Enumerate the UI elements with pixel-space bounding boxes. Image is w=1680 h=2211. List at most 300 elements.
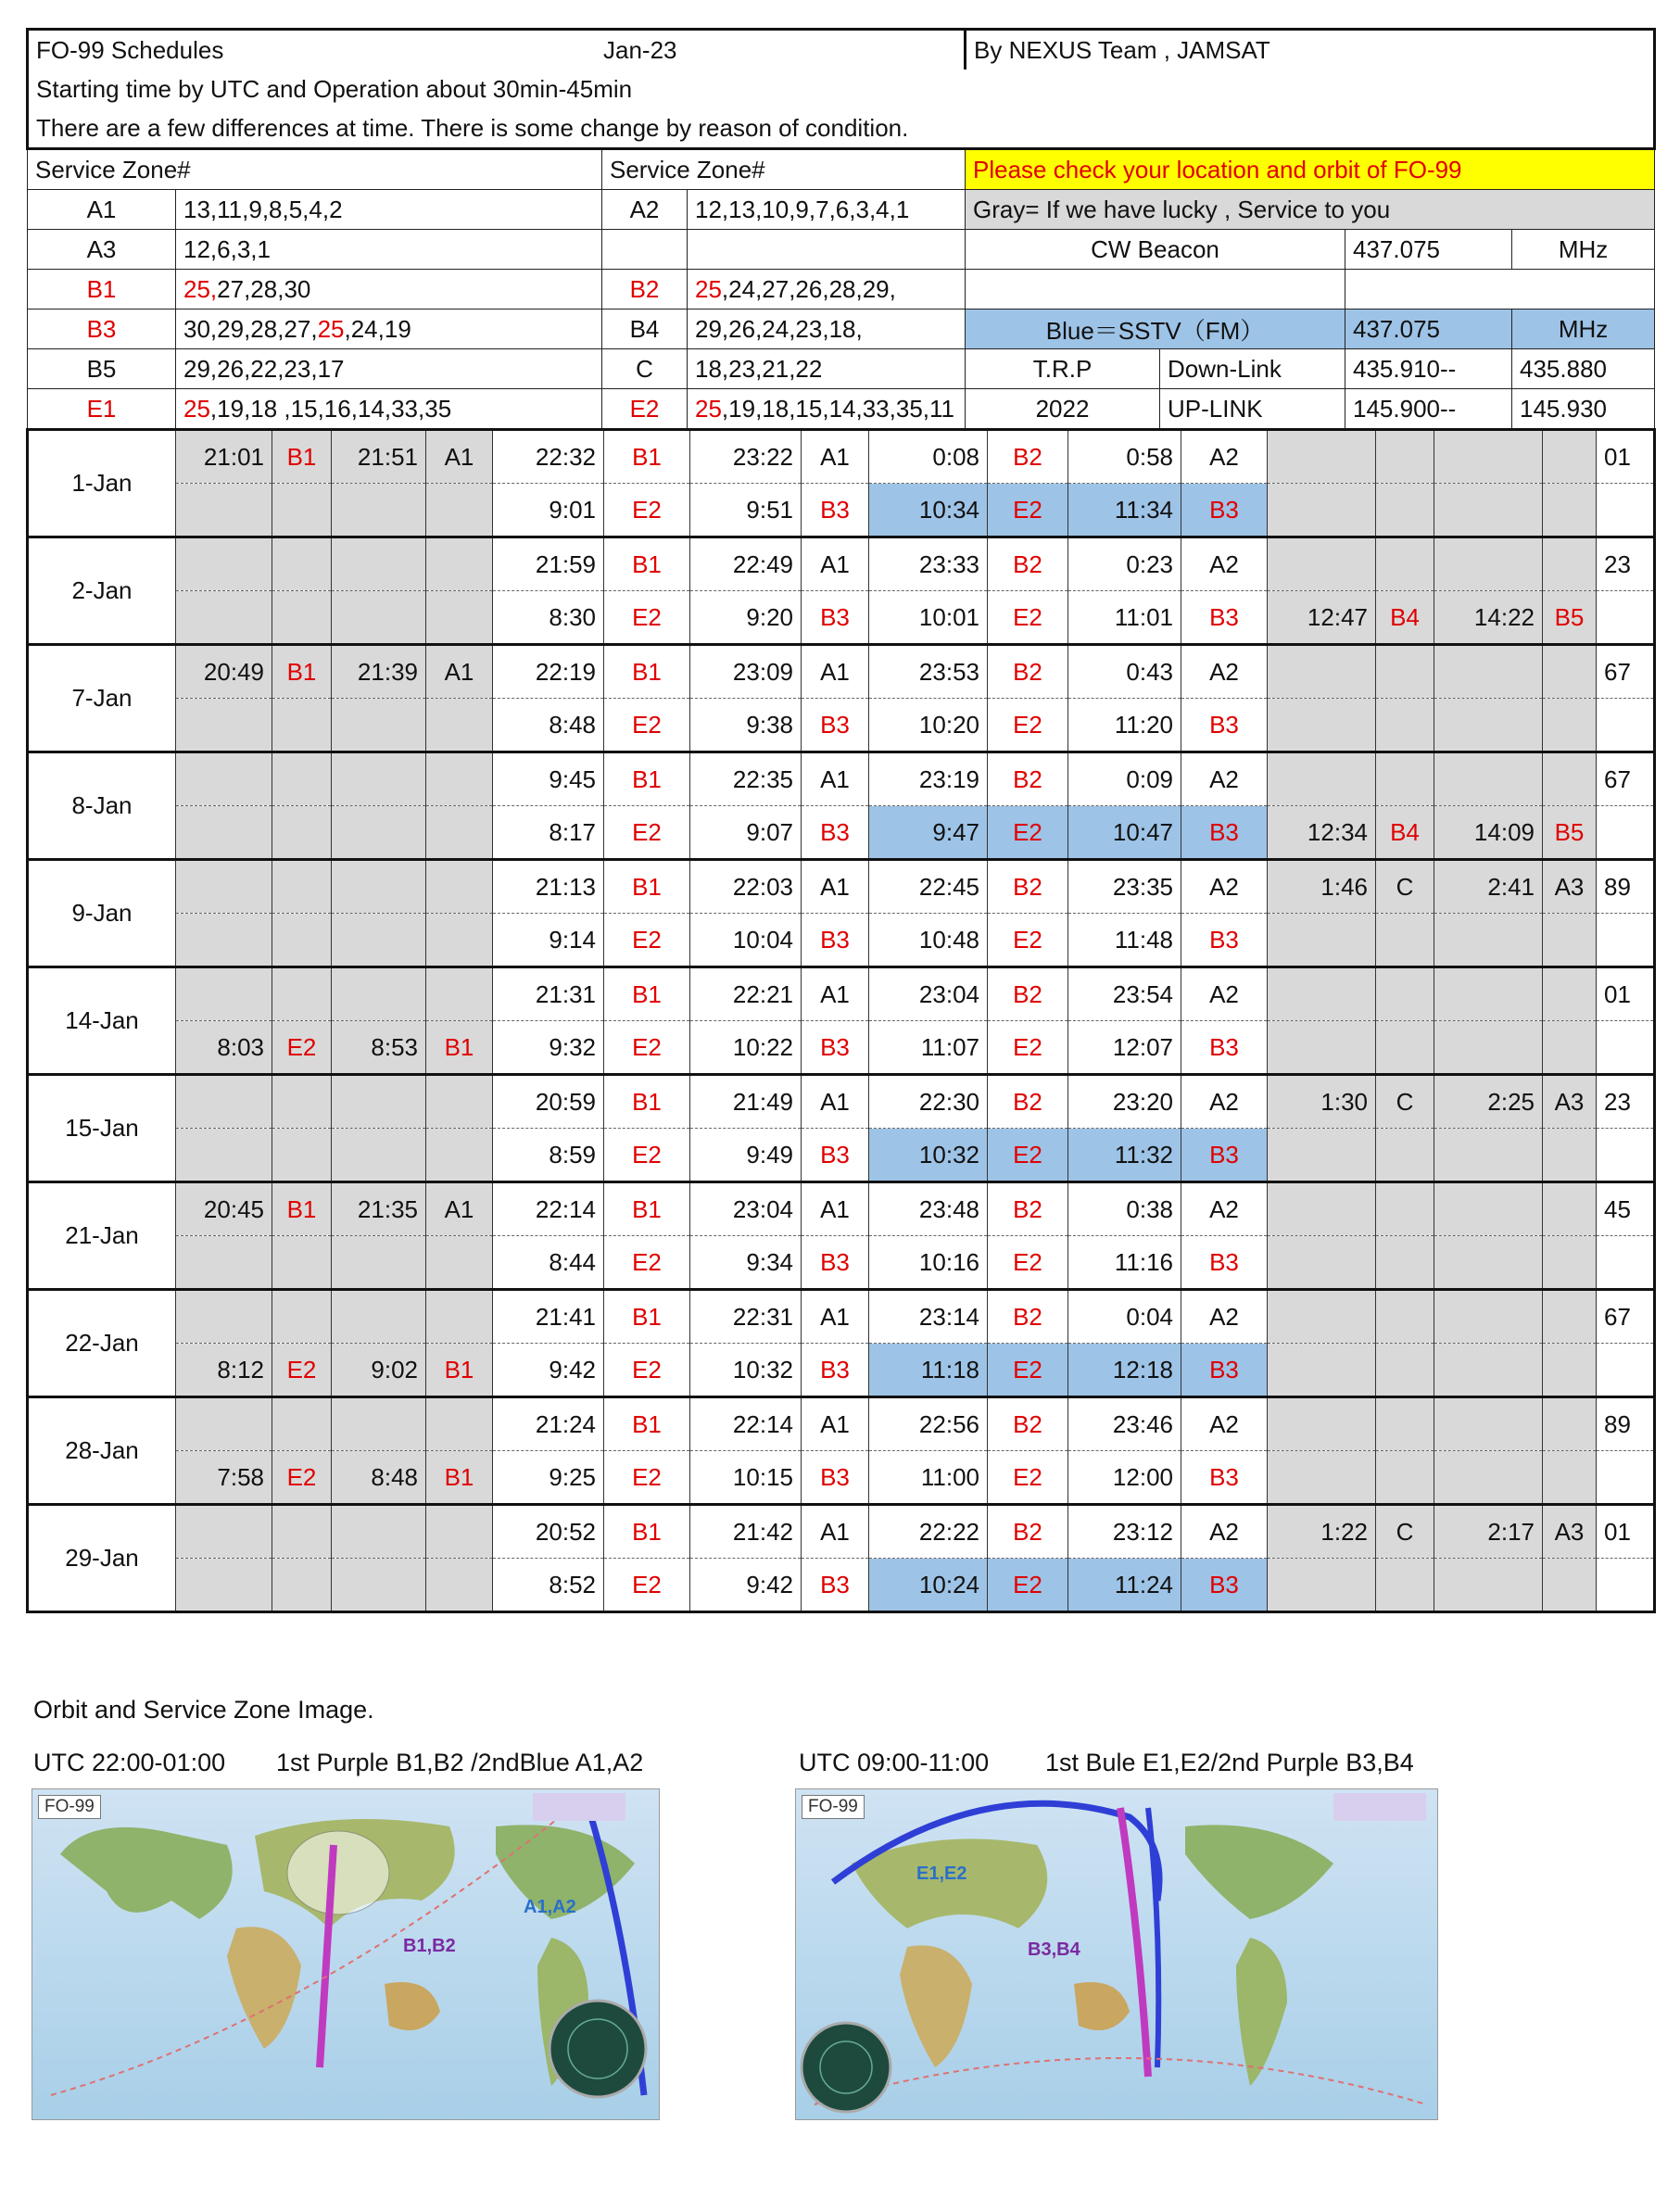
schedule-code — [1597, 1236, 1655, 1290]
schedule-zone: B3 — [802, 1344, 869, 1397]
schedule-time — [176, 1559, 272, 1612]
schedule-time — [1376, 1129, 1434, 1182]
schedule-time — [1434, 1559, 1543, 1612]
schedule-zone: A2 — [1181, 1075, 1268, 1129]
schedule-time: 8:48 — [332, 1451, 426, 1505]
schedule-time — [426, 1397, 493, 1451]
cw-beacon-label: CW Beacon — [966, 230, 1345, 270]
schedule-row — [28, 484, 1655, 537]
schedule-date: 29-Jan — [28, 1505, 176, 1612]
schedule-zone: E2 — [604, 1344, 690, 1397]
schedule-time — [272, 537, 332, 591]
schedule-date: 2-Jan — [28, 537, 176, 645]
schedule-time: 21:35 — [332, 1182, 426, 1236]
schedule-zone: A1 — [802, 1505, 869, 1559]
schedule-time: 21:13 — [493, 860, 604, 914]
schedule-time: 22:35 — [690, 752, 802, 806]
gray-note: Gray= If we have lucky , Service to you — [966, 190, 1655, 230]
schedule-time — [1268, 1129, 1376, 1182]
schedule-zone: B1 — [604, 1182, 690, 1236]
schedule-time: 10:48 — [869, 914, 988, 967]
schedule-date: 28-Jan — [28, 1397, 176, 1505]
schedule-time: 23:20 — [1068, 1075, 1181, 1129]
schedule-time: 9:34 — [690, 1236, 802, 1290]
schedule-row — [28, 860, 1655, 914]
schedule-time — [1434, 1344, 1543, 1397]
orbit-map-left — [32, 1788, 660, 2120]
schedule-time — [176, 591, 272, 645]
schedule-time: 9:14 — [493, 914, 604, 967]
schedule-zone: B3 — [802, 1559, 869, 1612]
schedule-time: 9:20 — [690, 591, 802, 645]
schedule-time: 20:49 — [176, 645, 272, 699]
schedule-zone: E2 — [988, 699, 1068, 752]
schedule-zone: B1 — [604, 860, 690, 914]
zone-list: 25,19,18 ,15,16,14,33,35 — [176, 389, 602, 429]
schedule-time — [1268, 537, 1376, 591]
schedule-time — [1376, 1451, 1434, 1505]
location-notice: Please check your location and orbit of FO-99 — [966, 149, 1655, 190]
schedule-zone: B1 — [604, 1075, 690, 1129]
schedule-time: 23:53 — [869, 645, 988, 699]
sstv-freq: 437.075 — [1345, 310, 1512, 349]
schedule-time — [332, 1236, 426, 1290]
schedule-time — [332, 699, 426, 752]
schedule-time — [1376, 430, 1434, 484]
schedule-time: 0:23 — [1068, 537, 1181, 591]
schedule-time — [1268, 1182, 1376, 1236]
mhz-unit: MHz — [1512, 230, 1655, 270]
schedule-row — [28, 1559, 1655, 1612]
schedule-time — [272, 1397, 332, 1451]
schedule-time: 22:21 — [690, 967, 802, 1021]
schedule-time — [1434, 967, 1543, 1021]
schedule-time: 23:54 — [1068, 967, 1181, 1021]
schedule-row — [28, 645, 1655, 699]
schedule-code: 67 — [1597, 645, 1655, 699]
schedule-zone: E2 — [604, 1129, 690, 1182]
schedule-zone: B3 — [1181, 1559, 1268, 1612]
orbit-map-right — [795, 1788, 1438, 2120]
schedule-zone: B5 — [1543, 806, 1597, 860]
schedule-zone: A1 — [802, 860, 869, 914]
zone-list: 25,27,28,30 — [176, 270, 602, 310]
schedule-time — [272, 967, 332, 1021]
schedule-zone: E2 — [604, 484, 690, 537]
schedule-time — [1376, 1344, 1434, 1397]
schedule-zone: B1 — [604, 1290, 690, 1344]
schedule-zone: B3 — [1181, 591, 1268, 645]
schedule-zone: A2 — [1181, 752, 1268, 806]
schedule-zone: B3 — [802, 1451, 869, 1505]
schedule-time: 9:25 — [493, 1451, 604, 1505]
schedule-time: 22:45 — [869, 860, 988, 914]
schedule-time: 21:42 — [690, 1505, 802, 1559]
schedule-time — [1268, 645, 1376, 699]
schedule-code: 67 — [1597, 1290, 1655, 1344]
schedule-time — [272, 1129, 332, 1182]
schedule-zone: A1 — [802, 537, 869, 591]
schedule-time: 12:34 — [1268, 806, 1376, 860]
schedule-time — [1543, 537, 1597, 591]
zone-code: C — [602, 349, 688, 389]
schedule-time: 21:59 — [493, 537, 604, 591]
schedule-time: 2:41 — [1434, 860, 1543, 914]
schedule-time — [1376, 1290, 1434, 1344]
zone-list: 13,11,9,8,5,4,2 — [176, 190, 602, 230]
schedule-time — [1268, 967, 1376, 1021]
schedule-time — [1376, 1397, 1434, 1451]
schedule-time: 21:41 — [493, 1290, 604, 1344]
schedule-time: 22:14 — [493, 1182, 604, 1236]
schedule-time — [1268, 1344, 1376, 1397]
year-label: 2022 — [966, 389, 1160, 429]
schedule-zone: B3 — [802, 914, 869, 967]
schedule-time: 2:17 — [1434, 1505, 1543, 1559]
schedule-zone: C — [1376, 1505, 1434, 1559]
schedule-code — [1597, 1451, 1655, 1505]
right-orbit-desc: 1st Bule E1,E2/2nd Purple B3,B4 — [1045, 1749, 1414, 1776]
schedule-time — [1268, 430, 1376, 484]
schedule-zone: A2 — [1181, 1290, 1268, 1344]
schedule-row — [28, 752, 1655, 806]
schedule-row — [28, 1505, 1655, 1559]
schedule-row — [28, 591, 1655, 645]
schedule-time — [332, 591, 426, 645]
schedule-time — [332, 1397, 426, 1451]
schedule-time: 9:45 — [493, 752, 604, 806]
schedule-zone: B1 — [272, 645, 332, 699]
schedule-time — [1543, 1236, 1597, 1290]
schedule-code — [1597, 1021, 1655, 1075]
schedule-time: 22:03 — [690, 860, 802, 914]
schedule-zone: B1 — [604, 1397, 690, 1451]
schedule-zone: E2 — [604, 1021, 690, 1075]
schedule-row — [28, 806, 1655, 860]
schedule-time: 0:08 — [869, 430, 988, 484]
schedule-zone: B1 — [604, 1505, 690, 1559]
schedule-time: 8:17 — [493, 806, 604, 860]
schedule-time — [426, 1236, 493, 1290]
schedule-time — [1543, 914, 1597, 967]
downlink-label: Down-Link — [1160, 349, 1345, 389]
schedule-time — [1434, 484, 1543, 537]
schedule-time: 23:14 — [869, 1290, 988, 1344]
label-e1e2: E1,E2 — [916, 1864, 967, 1884]
schedule-time: 11:01 — [1068, 591, 1181, 645]
schedule-code: 23 — [1597, 1075, 1655, 1129]
schedule-zone: A2 — [1181, 967, 1268, 1021]
schedule-zone: A2 — [1181, 1182, 1268, 1236]
schedule-time: 21:51 — [332, 430, 426, 484]
label-b1b2: B1,B2 — [403, 1936, 456, 1956]
schedule-zone: E2 — [988, 484, 1068, 537]
schedule-row — [28, 1344, 1655, 1397]
schedule-zone: E2 — [988, 591, 1068, 645]
schedule-time: 10:15 — [690, 1451, 802, 1505]
schedule-time — [272, 806, 332, 860]
schedule-code — [1597, 484, 1655, 537]
schedule-time: 8:12 — [176, 1344, 272, 1397]
downlink-freq-1: 435.910-- — [1345, 349, 1512, 389]
schedule-time: 0:09 — [1068, 752, 1181, 806]
schedule-zone: B1 — [604, 537, 690, 591]
schedule-zone: B3 — [802, 1129, 869, 1182]
schedule-time — [1376, 1182, 1434, 1236]
schedule-time — [1434, 1021, 1543, 1075]
schedule-time: 10:32 — [690, 1344, 802, 1397]
schedule-date: 21-Jan — [28, 1182, 176, 1290]
schedule-zone: B3 — [1181, 1451, 1268, 1505]
schedule-time: 23:09 — [690, 645, 802, 699]
schedule-code: 01 — [1597, 967, 1655, 1021]
label-b3b4: B3,B4 — [1028, 1939, 1080, 1960]
schedule-zone: B4 — [1376, 806, 1434, 860]
schedule-time: 1:22 — [1268, 1505, 1376, 1559]
schedule-time: 8:59 — [493, 1129, 604, 1182]
schedule-time — [1434, 1129, 1543, 1182]
downlink-freq-2: 435.880 — [1512, 349, 1655, 389]
zone-code — [602, 230, 688, 270]
service-zone-header-2: Service Zone# — [602, 149, 966, 190]
schedule-code: 67 — [1597, 752, 1655, 806]
schedule-zone: A1 — [426, 430, 493, 484]
schedule-zone: B1 — [604, 430, 690, 484]
schedule-row — [28, 1236, 1655, 1290]
schedule-time — [426, 1290, 493, 1344]
schedule-time: 12:18 — [1068, 1344, 1181, 1397]
schedule-time — [426, 752, 493, 806]
schedule-time — [1543, 1021, 1597, 1075]
schedule-zone: B1 — [272, 1182, 332, 1236]
schedule-zone: E2 — [604, 806, 690, 860]
schedule-zone: E2 — [272, 1021, 332, 1075]
schedule-zone: B2 — [988, 1397, 1068, 1451]
schedule-time — [1268, 1559, 1376, 1612]
schedule-time — [1543, 1559, 1597, 1612]
schedule-time: 8:52 — [493, 1559, 604, 1612]
schedule-time: 9:49 — [690, 1129, 802, 1182]
schedule-time: 20:59 — [493, 1075, 604, 1129]
schedule-time: 22:31 — [690, 1290, 802, 1344]
schedule-zone: B3 — [802, 699, 869, 752]
zone-list: 29,26,22,23,17 — [176, 349, 602, 389]
schedule-time — [272, 1236, 332, 1290]
schedule-zone: B3 — [802, 806, 869, 860]
schedule-zone: E2 — [272, 1451, 332, 1505]
schedule-time: 23:22 — [690, 430, 802, 484]
uplink-label: UP-LINK — [1160, 389, 1345, 429]
schedule-time: 9:01 — [493, 484, 604, 537]
schedule-zone: A1 — [802, 1182, 869, 1236]
schedule-time — [426, 484, 493, 537]
schedule-zone: B3 — [802, 591, 869, 645]
schedule-zone: E2 — [988, 1344, 1068, 1397]
left-orbit-desc: 1st Purple B1,B2 /2ndBlue A1,A2 — [276, 1749, 644, 1776]
schedule-time: 22:22 — [869, 1505, 988, 1559]
operation-note: Starting time by UTC and Operation about 30min-45min — [28, 69, 1655, 108]
schedule-time: 22:30 — [869, 1075, 988, 1129]
schedule-row — [28, 430, 1655, 484]
schedule-time: 11:32 — [1068, 1129, 1181, 1182]
zone-code: E1 — [28, 389, 176, 429]
trp-label: T.R.P — [966, 349, 1160, 389]
schedule-time — [176, 914, 272, 967]
schedule-time — [1268, 752, 1376, 806]
zone-list — [688, 230, 966, 270]
schedule-time: 11:34 — [1068, 484, 1181, 537]
schedule-code: 01 — [1597, 430, 1655, 484]
schedule-time: 14:22 — [1434, 591, 1543, 645]
schedule-time: 1:30 — [1268, 1075, 1376, 1129]
schedule-time: 9:32 — [493, 1021, 604, 1075]
schedule-time — [1268, 1021, 1376, 1075]
schedule-time: 10:16 — [869, 1236, 988, 1290]
schedule-time — [1543, 1182, 1597, 1236]
schedule-time — [1268, 914, 1376, 967]
schedule-zone: A2 — [1181, 1505, 1268, 1559]
schedule-row — [28, 1397, 1655, 1451]
schedule-time — [332, 537, 426, 591]
schedule-time: 14:09 — [1434, 806, 1543, 860]
schedule-time — [1434, 1451, 1543, 1505]
schedule-code — [1597, 591, 1655, 645]
schedule-zone: A1 — [426, 645, 493, 699]
schedule-time — [1434, 914, 1543, 967]
schedule-time — [272, 484, 332, 537]
schedule-zone: A1 — [802, 1075, 869, 1129]
schedule-time: 11:20 — [1068, 699, 1181, 752]
schedule-zone: B3 — [1181, 1344, 1268, 1397]
schedule-time — [332, 484, 426, 537]
schedule-time: 1:46 — [1268, 860, 1376, 914]
schedule-time — [176, 1397, 272, 1451]
schedule-time — [1543, 1344, 1597, 1397]
right-utc: UTC 09:00-11:00 — [799, 1749, 990, 1776]
schedule-time — [272, 752, 332, 806]
schedule-zone: B2 — [988, 967, 1068, 1021]
schedule-zone: A2 — [1181, 860, 1268, 914]
schedule-time: 12:00 — [1068, 1451, 1181, 1505]
schedule-time — [1434, 645, 1543, 699]
schedule-time — [1268, 699, 1376, 752]
schedule-time — [1268, 1397, 1376, 1451]
schedule-time: 8:30 — [493, 591, 604, 645]
schedule-zone: A1 — [802, 1290, 869, 1344]
schedule-zone: B2 — [988, 430, 1068, 484]
schedule-time — [426, 860, 493, 914]
schedule-code — [1597, 914, 1655, 967]
schedule-time: 22:32 — [493, 430, 604, 484]
schedule-zone: A1 — [802, 430, 869, 484]
schedule-time — [1543, 699, 1597, 752]
schedule-time: 11:00 — [869, 1451, 988, 1505]
schedule-zone: E2 — [604, 914, 690, 967]
schedule-row — [28, 1451, 1655, 1505]
schedule-time: 21:24 — [493, 1397, 604, 1451]
schedule-zone: B3 — [1181, 1129, 1268, 1182]
schedule-date: 15-Jan — [28, 1075, 176, 1182]
schedule-zone: A3 — [1543, 860, 1597, 914]
schedule-code — [1597, 806, 1655, 860]
schedule-time: 8:53 — [332, 1021, 426, 1075]
schedule-zone: B3 — [1181, 806, 1268, 860]
schedule-time: 11:07 — [869, 1021, 988, 1075]
schedule-zone: B3 — [1181, 1236, 1268, 1290]
month-label: Jan-23 — [603, 35, 677, 64]
schedule-zone: B1 — [604, 967, 690, 1021]
schedule-time — [1543, 1290, 1597, 1344]
schedule-zone: B3 — [1181, 1021, 1268, 1075]
schedule-time: 10:47 — [1068, 806, 1181, 860]
schedule-zone: B1 — [426, 1344, 493, 1397]
schedule-time — [176, 1290, 272, 1344]
zone-list: 29,26,24,23,18, — [688, 310, 966, 349]
schedule-time: 22:49 — [690, 537, 802, 591]
schedule-row — [28, 1182, 1655, 1236]
schedule-zone: A1 — [802, 752, 869, 806]
schedule-time: 23:46 — [1068, 1397, 1181, 1451]
schedule-time: 21:01 — [176, 430, 272, 484]
zone-code: A3 — [28, 230, 176, 270]
schedule-time — [1268, 484, 1376, 537]
schedule-time: 0:43 — [1068, 645, 1181, 699]
schedule-code: 01 — [1597, 1505, 1655, 1559]
schedule-time — [272, 860, 332, 914]
schedule-zone: E2 — [604, 591, 690, 645]
schedule-time — [426, 914, 493, 967]
schedule-zone: C — [1376, 860, 1434, 914]
schedule-zone: B3 — [1181, 699, 1268, 752]
schedule-zone: B2 — [988, 1290, 1068, 1344]
schedule-time: 20:45 — [176, 1182, 272, 1236]
schedule-time — [1376, 1021, 1434, 1075]
schedule-zone: A2 — [1181, 645, 1268, 699]
schedule-zone: A1 — [426, 1182, 493, 1236]
schedule-time: 8:48 — [493, 699, 604, 752]
schedule-zone: B2 — [988, 537, 1068, 591]
schedule-zone: A2 — [1181, 537, 1268, 591]
schedule-time — [1543, 645, 1597, 699]
schedule-time: 22:14 — [690, 1397, 802, 1451]
zone-code: A1 — [28, 190, 176, 230]
zone-list: 25,19,18,15,14,33,35,11 — [688, 389, 966, 429]
schedule-time — [426, 1505, 493, 1559]
zone-code: B5 — [28, 349, 176, 389]
schedule-date: 8-Jan — [28, 752, 176, 860]
schedule-time — [176, 1075, 272, 1129]
schedule-row — [28, 537, 1655, 591]
schedule-time — [426, 699, 493, 752]
zone-table — [26, 28, 1656, 429]
schedule-time — [1434, 430, 1543, 484]
orbit-heading: Orbit and Service Zone Image. — [33, 1696, 374, 1724]
schedule-time — [332, 1129, 426, 1182]
schedule-zone: B4 — [1376, 591, 1434, 645]
schedule-time: 9:47 — [869, 806, 988, 860]
schedule-zone: A1 — [802, 1397, 869, 1451]
mhz-unit: MHz — [1512, 310, 1655, 349]
author-label: By NEXUS Team , JAMSAT — [966, 30, 1655, 70]
zone-code: B3 — [28, 310, 176, 349]
schedule-zone: B3 — [802, 1236, 869, 1290]
schedule-time — [176, 537, 272, 591]
schedule-time — [426, 537, 493, 591]
schedule-time — [1543, 484, 1597, 537]
schedule-zone: E2 — [272, 1344, 332, 1397]
map-tag: FO-99 — [38, 1795, 101, 1819]
schedule-time: 9:42 — [690, 1559, 802, 1612]
